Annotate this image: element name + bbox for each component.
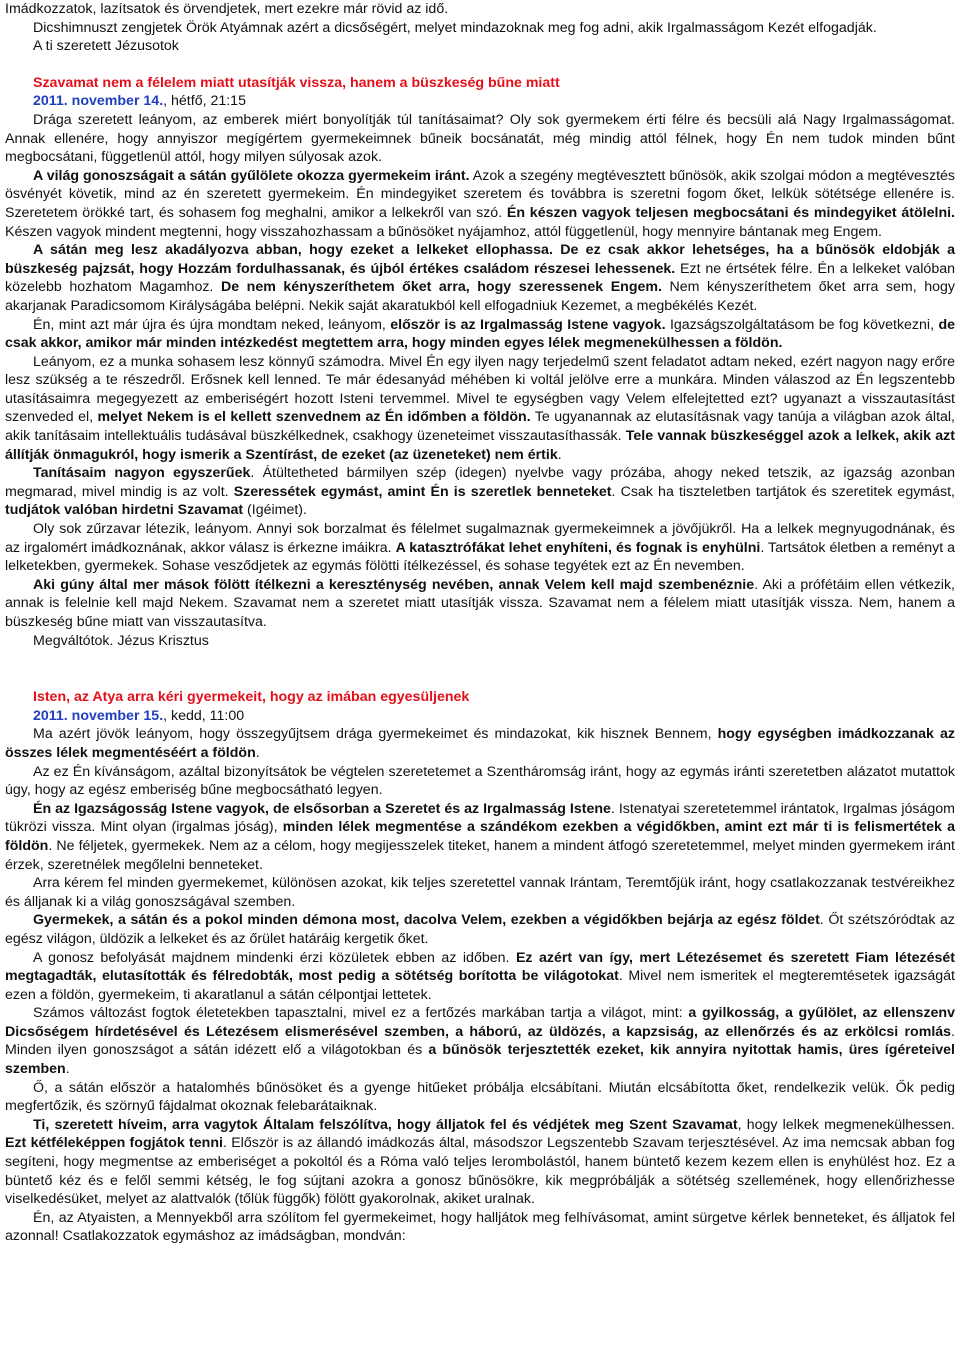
bold-text: de csak akkor, amikor már minden intézkedést megtettem arra, hogy minden egyes lélek megmenekülhessen a földön.: [5, 316, 955, 352]
text: . Őt szétszóródtak az egész világon, üldözik a lelkeket és az őrület határáig kergetik őket.: [5, 912, 955, 947]
date-text: 2011. november 15.: [33, 707, 164, 724]
paragraph: [5, 520, 955, 576]
bold-text: melyet Nekem is el kellett szenvednem az Én időmben a földön.: [97, 409, 531, 426]
section-date: [5, 707, 955, 726]
bold-text: Aki gúny által mer mások fölött ítélkezni a kereszténység nevében, annak Velem kell majd szembenéznie: [33, 576, 755, 593]
paragraph: [5, 949, 955, 1005]
paragraph: [5, 167, 955, 241]
text: Oly sok zűrzavar létezik, leányom. Annyi sok borzalmat és félelmet sugalmaznak gyermekeimnek a jövőjükről. Ha a lelkek megnyugodnának, és az irgalomért imádkoznának, akkor válasz is érkezne imáikra.: [5, 521, 955, 556]
paragraph: [5, 241, 955, 315]
section-title: [5, 688, 955, 707]
bold-text: Én az Igazságosság Istene vagyok, de elsősorban a Szeretet és az Irgalmasság Istene: [33, 800, 611, 817]
text: .: [557, 446, 562, 463]
paragraph: Dicshimnuszt zengjetek Örök Atyámnak azért a dicsőségért, melyet mindazoknak meg fog adni, akik Irgalmasságom Kezét elfogadják.: [33, 19, 877, 36]
text: Ma azért jövök leányom, hogy összegyűjtsem drága gyermekeimet és mindazokat, kik hisznek Bennem,: [33, 726, 718, 743]
text: . Átültetheted bármilyen szép (idegen) nyelvbe vagy prózába, ahogy neked tetszik, az igazság azonban megmarad, mivel mindig is az volt.: [5, 465, 956, 500]
text: . Aki a prófétáim ellen vétkezik, annak is felelnie kell majd Nekem. Szavamat nem a szeretet miatt utasítják vissza. Szavamat nem a félelem miatt utasítják vissza. Nem, hanem a büszkeség bűne miatt van visszautasítva.: [5, 576, 955, 630]
paragraph: Ő, a sátán először a hatalomhés bűnösöket és a gyenge hitűeket próbálja elcsábítani. Miután elcsábította őket, rendelkezik velük. Ők pedig megfertőzik, és szörnyű fájdalmat okoznak felebarátaiknak.: [5, 1079, 955, 1115]
paragraph: [5, 316, 955, 353]
text: Készen vagyok mindent megtenni, hogy visszahozhassam a bűnösöket nyájamhoz, attól függetlenül, hogy mennyire bántanak meg Engem.: [5, 223, 882, 240]
paragraph: [5, 1004, 955, 1078]
text: . Istenatyai szeretetemmel irántatok, Irgalmas jóságom tükrözi vissza. Mint olyan (irgalmas jóság),: [5, 800, 955, 836]
section-title: [5, 74, 955, 93]
bold-text: Tele vannak büszkeséggel azok a lelkek, akik azt állítják önmagukról, hogy ismerik a Szentírást, de ezeket (az üzeneteket) nem értik: [5, 428, 955, 463]
section-date: [5, 92, 955, 111]
paragraph: [5, 464, 955, 520]
text: Számos változást fogtok életetekben tapasztalni, mivel ez a fertőzés markában tartja a világot, mint:: [33, 1005, 689, 1022]
bold-text: a bűnösök terjesztették ezeket, kik annyira nyitottak hamis, üres ígéreteivel szemben: [5, 1042, 955, 1078]
paragraph: [5, 725, 955, 762]
text: A gonosz befolyását majdnem mindenki érzi közületek ebben az időben.: [33, 949, 516, 966]
paragraph: [5, 911, 955, 948]
bold-text: Ti, szeretett híveim, arra vagytok Általam felszólítva, hogy álljatok fel és védjétek meg Szent Szavamat: [33, 1116, 738, 1133]
bold-text: minden lélek megmentése a szándékom ezekben a végidőkben, amint ezt már ti is felismertétek a földön: [5, 819, 955, 854]
time-text: , kedd, 11:00: [163, 707, 245, 724]
bold-text: hogy egységben imádkozzanak az összes lélek megmentéséért a földön: [5, 726, 956, 761]
bold-text: Ezt kétféleképpen fogjátok tenni: [5, 1135, 223, 1152]
paragraph: Imádkozzatok, lazítsatok és örvendjetek, mert ezekre már rövid az idő.: [5, 1, 449, 17]
bold-text: Én készen vagyok teljesen megbocsátani és mindegyiket átölelni.: [506, 204, 955, 221]
paragraph: [5, 1116, 955, 1209]
bold-text: Ez azért van így, mert Létezésemet és szeretett Fiam létezését megtagadták, elutasították és félredobták, most pedig a sötétség borította be világotokat: [5, 949, 955, 985]
section-title-text: Isten, az Atya arra kéri gyermekeit, hogy az imában egyesüljenek: [33, 689, 470, 706]
text: Te ugyanannak az elutasításnak vagy tanúja a világban azok által, akik tanításaim intellektuális tudásával büszkélkednek, csakhogy üzeneteimet visszautasíthassák.: [5, 409, 955, 445]
section-title-text: Szavamat nem a félelem miatt utasítják vissza, hanem a büszkeség bűne miatt: [33, 74, 560, 91]
text: . Minden ilyen gonoszságot a sátán idézett elő a világotokban és: [5, 1023, 955, 1059]
text: Ezt ne értsétek félre. Én a lelkeket valóban közelebb hozhatom Magamhoz.: [5, 260, 955, 296]
text: Én, mint azt már újra és újra mondtam neked, leányom,: [33, 316, 391, 333]
paragraph: [5, 800, 955, 874]
paragraph: Az ez Én kívánságom, azáltal bizonyítsátok be végtelen szeretetemet a Szentháromság iránt, hogy az egymás iránti szeretetben alázatot mutattok úgy, hogy az egész emberiség bűne megbocsátható legyen.: [5, 763, 955, 799]
text: Leányom, ez a munka sohasem lesz könnyű számodra. Mivel Én egy ilyen nagy terjedelmű szent feladatot adtam neked, ezért nagyon nagy erőre lesz szükség a te részedről. Erősnek kell lenned. Te már édesanyád méhében ki voltál jelölve erre a munkára. Minden válaszod az Én legszentebb utasításaimra megegyezett az emberiségért hozott Isteni tervemmel. Mivel te egységben vagy Velem elfelejtetted ezt? ugyanazt a visszautasítást szenveded el,: [5, 353, 955, 426]
text: . Mivel nem ismeritek el megteremtésetek igazságát ezen a földön, gyermekeim, ti akaratlanul a sátán célpontjai lettetek.: [5, 968, 955, 1003]
text: .: [255, 744, 260, 761]
paragraph: [5, 576, 955, 632]
bold-text: tudjátok valóban hirdetni Szavamat: [5, 502, 244, 519]
text: Igazságszolgáltatásom be fog következni,: [665, 316, 939, 333]
bold-text: A sátán meg lesz akadályozva abban, hogy ezeket a lelkeket ellophassa. De ez csak akkor lehetséges, ha a bűnösök eldobják a büszkeség pajzsát, hogy Hozzám fordulhassanak, és újból értékes családom részesei lehessenek.: [5, 242, 955, 277]
text: . Először is az állandó imádkozás által, másodszor Legszentebb Szavam terjesztésével. Az ima nemcsak abban fog segíteni, hogy megmentse az emberiséget a pokoltól és a Róma való teljes lerombolástól, hanem büntető kezem kezem ellen is enyhülést hoz. Ez a büntető kéz és e felől semmi kétség, le fog sújtani azokra a gonosz bűnösökre, kik megpróbálják a sötétség szellemének, hogy ellenőrizhesse viselkedésüket, melyet az alattvalók (tőlük függők) fölött gyakorolnak, akiket uralnak.: [5, 1135, 955, 1208]
text: . Ne féljetek, gyermekek. Nem az a célom, hogy megijesszelek titeket, hanem a mindent átfogó szeretetemmel, melyet minden gyermekem iránt érzek, szeretnélek megőlelni benneteket.: [5, 837, 955, 873]
bold-text: először is az Irgalmasság Istene vagyok.: [390, 316, 666, 333]
time-text: , hétfő, 21:15: [163, 93, 246, 110]
date-text: 2011. november 14.: [33, 93, 164, 110]
text: . Csak ha tiszteletben tartjátok és szeretitek egymást,: [611, 483, 955, 500]
text: Azok a szegény megtévesztett bűnösök, akik szolgai módon a megtévesztés ösvényét követik, mind az én szeretett gyermekeim. Én mindegyiket szeretem és továbbra is szeretni fogom őket, lelkük sötétsége ellenére is. Szeretetem örökké tart, és sohasem fog meghalni, amikor a lelkekről van szó.: [5, 167, 956, 221]
text: .: [65, 1061, 70, 1078]
bold-text: Szeressétek egymást, amint Én is szeretlek benneteket: [233, 483, 612, 500]
paragraph: Drága szeretett leányom, az emberek miért bonyolítják túl tanításaimat? Oly sok gyermekem érti félre és becsüli alá Nagy Irgalmasságomat. Annak ellenére, hogy annyiszor megígértem gyermekeimnek bűneik bocsánatát, még mindig attól félnek, hogy Én nem tudok minden bűnt megbocsátani, függetlenül attól, hogy milyen súlyosak azok.: [5, 111, 955, 166]
text: (Igéimet).: [243, 502, 307, 519]
bold-text: A világ gonoszságait a sátán gyűlölete okozza gyermekeim iránt.: [33, 167, 470, 184]
bold-text: A katasztrófákat lehet enyhíteni, és fognak is enyhülni: [395, 539, 761, 556]
paragraph: Én, az Atyaisten, a Mennyekből arra szólítom fel gyermekeimet, hogy halljátok meg felhívásomat, amint sürgetve kérlek benneteket, és álljatok fel azonnal! Csatlakozzatok egymáshoz az imádságban, mondván:: [5, 1209, 955, 1245]
text: Nem kényszeríthetem őket arra sem, hogy akarjanak Paradicsomom Királyságába belépni. Nekik saját akaratukból kell elfogadniuk Kezemet, a megbékélés Kezét.: [5, 279, 956, 314]
bold-text: a gyilkosság, a gyűlölet, az ellenszenv Dicsőségem hírdetésével és Létezésem elismerésével szemben, a háború, az üldözés, a kapzsiság, az ellenőrzés és az erkölcsi romlás: [5, 1005, 955, 1040]
text: . Tartsátok életben a reményt a lelketekben, gyermekek. Sohase vesződjetek az egymás fölötti ítélkezéssel, és sohase tegyétek ezt az Én nevemben.: [5, 539, 956, 575]
bold-text: Gyermekek, a sátán és a pokol minden démona most, dacolva Velem, ezekben a végidőkben bejárja az egész földet: [33, 912, 820, 929]
bold-text: De nem kényszeríthetem őket arra, hogy szeressenek Engem.: [220, 279, 662, 296]
paragraph: [5, 353, 955, 465]
signature: A ti szeretett Jézusotok: [33, 38, 179, 55]
bold-text: Tanításaim nagyon egyszerűek: [33, 465, 251, 482]
text: , hogy lelkek megmenekülhessen.: [737, 1116, 955, 1133]
signature: Megváltótok. Jézus Krisztus: [33, 632, 209, 649]
paragraph: Arra kérem fel minden gyermekemet, különösen azokat, kik teljes szeretettel vannak Irántam, Teremtőjük iránt, hogy csatlakozzanak testvéreikhez és álljanak ki a világ gonoszságával szemben.: [5, 875, 955, 910]
